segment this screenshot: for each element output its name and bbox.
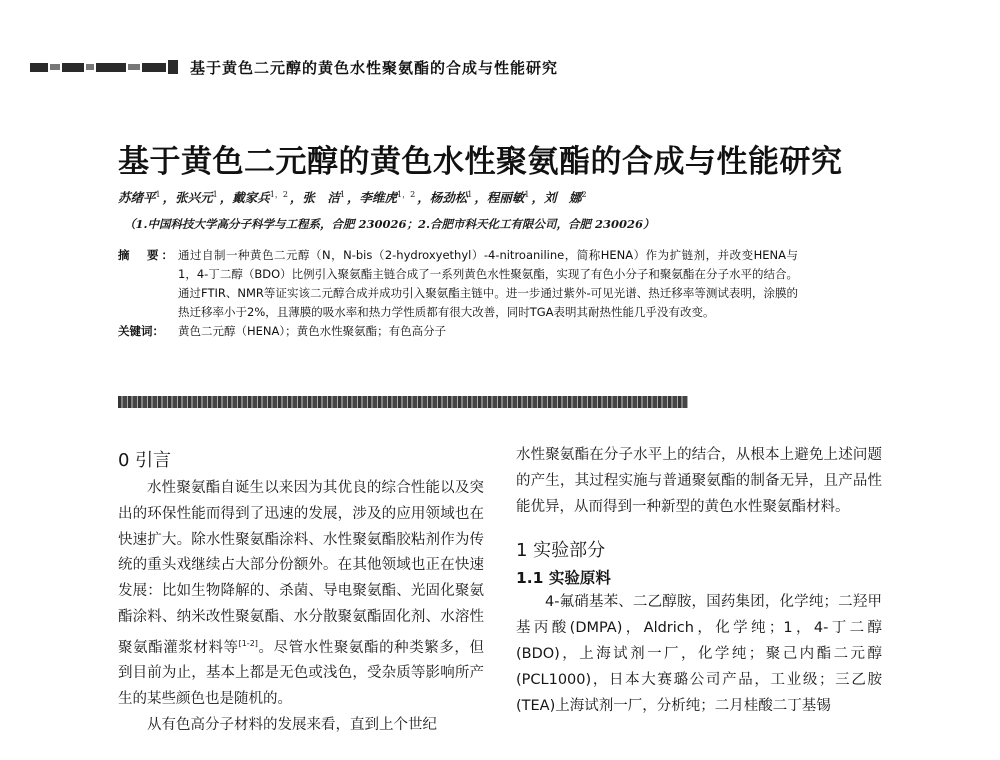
author: 苏绪平$^1$: [118, 189, 161, 205]
subsection-heading-materials: 1.1 实验原料: [516, 569, 611, 588]
section-heading-introduction: 0 引言: [118, 450, 172, 471]
abstract-block: [118, 246, 798, 341]
author: ，李维虎$^{1,2}$: [347, 189, 416, 205]
body-paragraph: 4-氟硝基苯、二乙醇胺，国药集团，化学纯；二羟甲基丙酸(DMPA)，Aldrich，化学纯；1，4-丁二醇(BDO)，上海试剂一厂，化学纯；聚己内酯二元醇(PCL1000)，日本大赛璐公司产品，工业级；三乙胺(TEA)上海试剂一厂，分析纯；二月桂酸二丁基锡: [516, 594, 882, 714]
author: ，戴家兵$^{1,2}$: [219, 189, 288, 205]
abstract-label: 摘 要：: [118, 248, 176, 262]
keywords-text: 黄色二元醇（HENA）；黄色水性聚氨酯；有色高分子: [178, 324, 447, 338]
running-header-title: 基于黄色二元醇的黄色水性聚氨酯的合成与性能研究: [190, 58, 559, 77]
keywords-label: 关键词：: [118, 324, 164, 338]
author: ，张兴元$^1$: [162, 189, 218, 205]
author: ，程丽敏$^1$: [474, 189, 530, 205]
body-column-left: [118, 448, 484, 739]
abstract-text: 通过自制一种黄色二元醇（N，N-bis（2-hydroxyethyl）-4-nitroaniline，简称HENA）作为扩链剂，并改变HENA与1，4-丁二醇（BDO）比例引入聚氨酯主链合成了一系列黄色水性聚氨酯，实现了有色小分子和聚氨酯在分子水平的结合。通过FTIR、NMR等证实该二元醇合成并成功引入聚氨酯主链中。进一步通过紫外-可见光谱、热迁移率等测试表明，涂膜的热迁移率小于2%，且薄膜的吸水率和热力学性质都有很大改善，同时TGA表明其耐热性能几乎没有改变。: [178, 248, 798, 319]
author: ，刘 娜$^2$: [531, 189, 587, 205]
running-header: [30, 56, 558, 78]
keywords: [118, 322, 798, 341]
citation: [1-2]: [238, 638, 258, 648]
scan-artifact-band: [118, 396, 688, 408]
author: ，张 洁$^1$: [289, 189, 346, 205]
author-list: [118, 188, 589, 206]
author: ，杨劲松$^1$: [417, 189, 473, 205]
body-column-right: [516, 443, 882, 719]
paper-title: 基于黄色二元醇的黄色水性聚氨酯的合成与性能研究: [118, 144, 843, 180]
affiliation: （1.中国科技大学高分子科学与工程系，合肥 230026；2.合肥市科天化工有限公司，合肥 230026）: [124, 217, 655, 231]
section-heading-experimental: 1 实验部分: [516, 540, 606, 562]
body-paragraph: 水性聚氨酯自诞生以来因为其优良的综合性能以及突出的环保性能而得到了迅速的发展，涉及的应用领域也在快速扩大。除水性聚氨酯涂料、水性聚氨酯胶粘剂作为传统的重头戏继续占大部分份额外。在其他领域也正在快速发展：比如生物降解的、杀菌、导电聚氨酯、光固化聚氨酯涂料、纳米改性聚氨酯、水分散聚氨酯固化剂、水溶性聚氨酯灌浆材料等[1-2]。尽管水性聚氨酯的种类繁多，但到目前为止，基本上都是无色或浅色，受杂质等影响所产生的某些颜色也是随机的。: [118, 480, 485, 708]
body-paragraph: 水性聚氨酯在分子水平上的结合，从根本上避免上述问题的产生，其过程实施与普通聚氨酯的制备无异，且产品性能优异，从而得到一种新型的黄色水性聚氨酯材料。: [516, 447, 882, 515]
journal-logo-smudge: [30, 60, 178, 74]
abstract: [118, 246, 798, 322]
body-paragraph: 从有色高分子材料的发展来看，直到上个世纪: [147, 717, 437, 733]
